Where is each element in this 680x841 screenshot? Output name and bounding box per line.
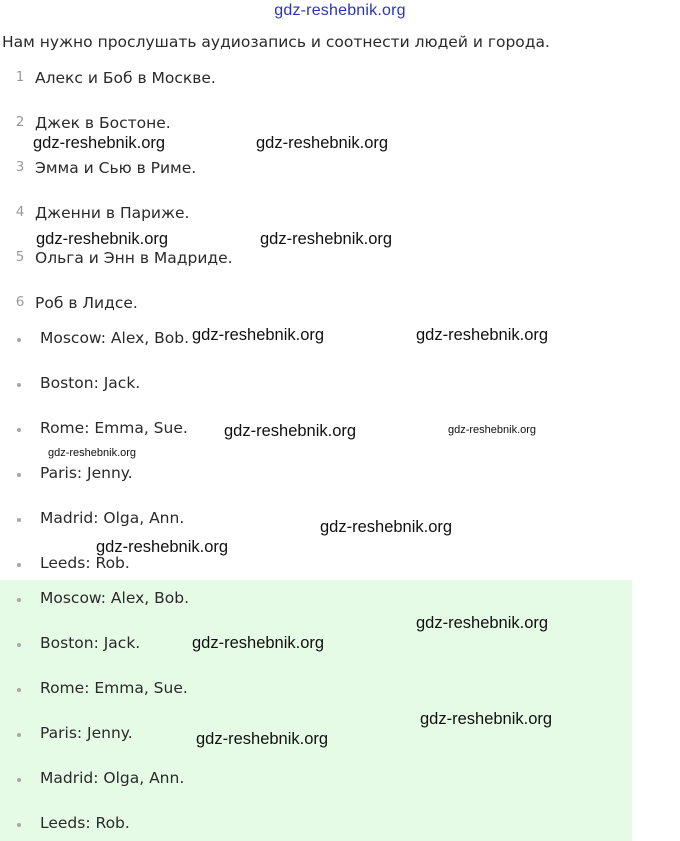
item-text: Дженни в Париже. bbox=[35, 204, 190, 222]
bullet-text: Moscow: Alex, Bob. bbox=[40, 329, 189, 347]
bullet-text: Paris: Jenny. bbox=[40, 464, 133, 482]
item-number: 5 bbox=[15, 249, 25, 265]
item-number: 3 bbox=[15, 159, 25, 175]
bullet-text: Boston: Jack. bbox=[40, 374, 141, 392]
watermark: gdz-reshebnik.org bbox=[416, 614, 549, 632]
item-text: Алекс и Боб в Москве. bbox=[35, 69, 216, 87]
answer-text: Madrid: Olga, Ann. bbox=[40, 769, 185, 787]
item-text: Джек в Бостоне. bbox=[35, 114, 171, 132]
watermark: gdz-reshebnik.org bbox=[224, 422, 357, 440]
watermark: gdz-reshebnik.org bbox=[192, 634, 325, 652]
item-number: 2 bbox=[15, 114, 25, 130]
watermark: gdz-reshebnik.org bbox=[416, 326, 549, 344]
bullet-dot bbox=[17, 428, 21, 432]
watermark: gdz-reshebnik.org bbox=[192, 326, 325, 344]
bullet-dot bbox=[17, 598, 21, 602]
watermark: gdz-reshebnik.org bbox=[48, 447, 137, 459]
watermark: gdz-reshebnik.org bbox=[320, 518, 453, 536]
item-text: Ольга и Энн в Мадриде. bbox=[35, 249, 233, 267]
bullet-text: Rome: Emma, Sue. bbox=[40, 419, 188, 437]
bullet-text: Madrid: Olga, Ann. bbox=[40, 509, 185, 527]
item-text: Эмма и Сью в Риме. bbox=[35, 159, 197, 177]
watermark: gdz-reshebnik.org bbox=[196, 730, 329, 748]
item-text: Роб в Лидсе. bbox=[35, 294, 138, 312]
task-instruction: Нам нужно прослушать аудиозапись и соотнести людей и города. bbox=[2, 33, 550, 51]
answer-text: Moscow: Alex, Bob. bbox=[40, 589, 189, 607]
bullet-dot bbox=[17, 778, 21, 782]
bullet-dot bbox=[17, 688, 21, 692]
site-header-watermark: gdz-reshebnik.org bbox=[274, 2, 406, 19]
watermark: gdz-reshebnik.org bbox=[96, 538, 229, 556]
bullet-dot bbox=[17, 473, 21, 477]
bullet-text: Leeds: Rob. bbox=[40, 554, 130, 572]
bullet-dot bbox=[17, 338, 21, 342]
watermark: gdz-reshebnik.org bbox=[256, 134, 389, 152]
watermark: gdz-reshebnik.org bbox=[36, 230, 169, 248]
watermark: gdz-reshebnik.org bbox=[33, 134, 166, 152]
answer-text: Rome: Emma, Sue. bbox=[40, 679, 188, 697]
watermark: gdz-reshebnik.org bbox=[420, 710, 553, 728]
item-number: 1 bbox=[15, 69, 25, 85]
answer-text: Boston: Jack. bbox=[40, 634, 141, 652]
bullet-dot bbox=[17, 823, 21, 827]
bullet-dot bbox=[17, 518, 21, 522]
item-number: 6 bbox=[15, 294, 25, 310]
watermark: gdz-reshebnik.org bbox=[448, 424, 537, 436]
bullet-dot bbox=[17, 383, 21, 387]
bullet-dot bbox=[17, 563, 21, 567]
answer-text: Leeds: Rob. bbox=[40, 814, 130, 832]
bullet-dot bbox=[17, 643, 21, 647]
bullet-dot bbox=[17, 733, 21, 737]
item-number: 4 bbox=[15, 204, 25, 220]
watermark: gdz-reshebnik.org bbox=[260, 230, 393, 248]
answer-text: Paris: Jenny. bbox=[40, 724, 133, 742]
